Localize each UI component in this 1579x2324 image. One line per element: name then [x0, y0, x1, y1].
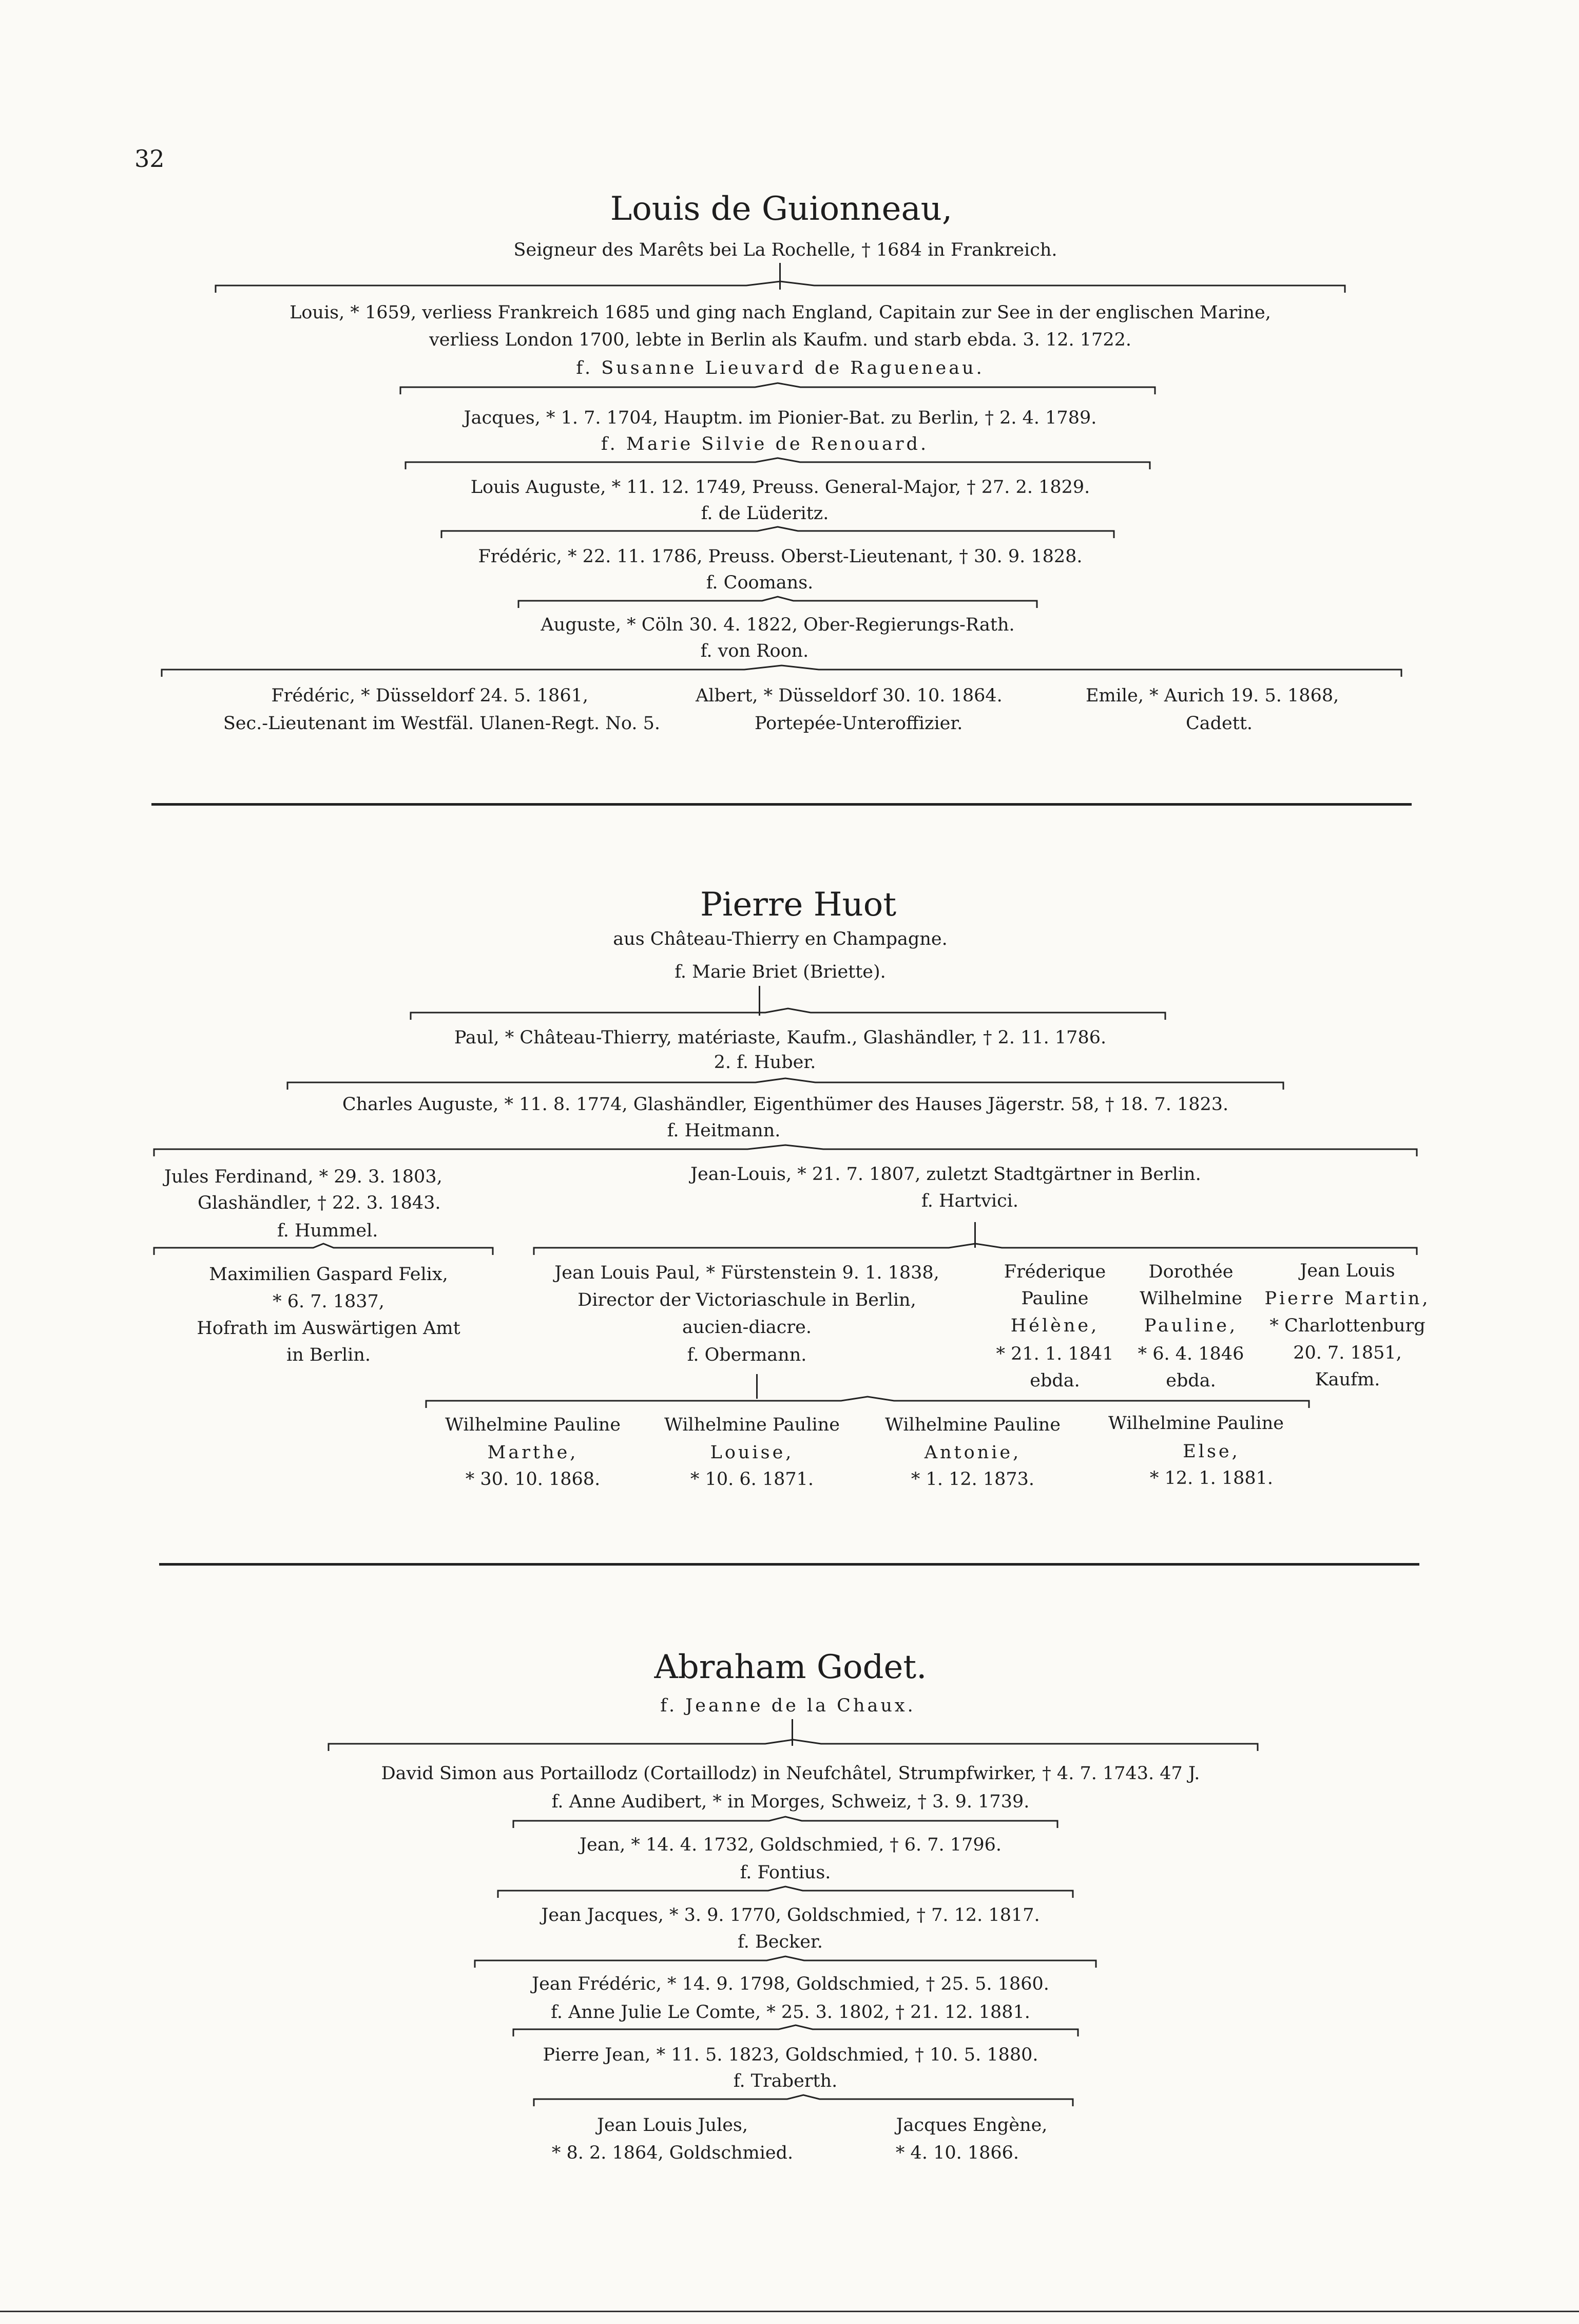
huot-origin: aus Château-Thierry en Champagne. — [613, 929, 948, 949]
child-emile-birth: Emile, * Aurich 19. 5. 1868, — [1086, 685, 1339, 706]
person-frederic: Frédéric, * 22. 11. 1786, Preuss. Oberst-Lieutenant, † 30. 9. 1828. — [478, 546, 1083, 567]
section-divider — [159, 1563, 1419, 1566]
person-dorothee-3: Pauline, — [1144, 1316, 1238, 1336]
child-jean-louis-jules-birth: * 8. 2. 1864, Goldschmied. — [551, 2143, 794, 2163]
generation-brace — [329, 1739, 1258, 1751]
person-frederique: Fréderique — [1004, 1262, 1106, 1282]
huot-spouse: f. Marie Briet (Briette). — [675, 962, 886, 982]
family-title-godet: Abraham Godet. — [654, 1648, 927, 1686]
person-jean-louis-paul-title: aucien-diacre. — [682, 1317, 812, 1338]
generation-brace — [411, 1007, 1165, 1020]
child-albert-rank: Portepée-Unteroffizier. — [755, 713, 963, 734]
child-marthe-name: Wilhelmine Pauline — [445, 1415, 621, 1435]
generation-brace — [534, 1243, 1417, 1255]
person-dorothee-2: Wilhelmine — [1140, 1288, 1242, 1309]
section-divider — [151, 803, 1412, 806]
person-maximilien-birth: * 6. 7. 1837, — [273, 1291, 384, 1312]
person-dorothee-place: ebda. — [1166, 1370, 1216, 1391]
family-title-huot: Pierre Huot — [700, 886, 897, 924]
child-emile-rank: Cadett. — [1186, 713, 1253, 734]
person-charles-auguste: Charles Auguste, * 11. 8. 1774, Glashändler, Eigenthümer des Hauses Jägerstr. 58, † 18. 7. 1823. — [342, 1094, 1229, 1115]
person-dorothee: Dorothée — [1148, 1262, 1234, 1282]
person-dorothee-birth: * 6. 4. 1846 — [1138, 1344, 1244, 1364]
person-maximilien: Maximilien Gaspard Felix, — [209, 1264, 448, 1285]
spouse-jean-frederic: f. Anne Julie Le Comte, * 25. 3. 1802, † 21. 12. 1881. — [551, 2002, 1030, 2023]
child-jean-louis-jules: Jean Louis Jules, — [597, 2115, 748, 2136]
child-antonie: Antonie, — [924, 1442, 1022, 1463]
spouse-jules-ferdinand: f. Hummel. — [277, 1221, 378, 1241]
person-jean-louis-pierre-2: Pierre Martin, — [1264, 1288, 1431, 1309]
child-else-name: Wilhelmine Pauline — [1108, 1413, 1284, 1434]
person-jean-louis-pierre-occupation: Kaufm. — [1315, 1369, 1380, 1390]
person-jules-ferdinand: Jules Ferdinand, * 29. 3. 1803, — [164, 1167, 442, 1187]
person-louis-auguste: Louis Auguste, * 11. 12. 1749, Preuss. General-Major, † 27. 2. 1829. — [470, 477, 1090, 498]
generation-brace — [154, 1243, 493, 1255]
spouse-louis-auguste: f. de Lüderitz. — [701, 503, 829, 524]
person-jacques: Jacques, * 1. 7. 1704, Hauptm. im Pionier-Bat. zu Berlin, † 2. 4. 1789. — [464, 408, 1097, 428]
person-auguste: Auguste, * Cöln 30. 4. 1822, Ober-Regierungs-Rath. — [541, 615, 1015, 635]
person-maximilien-place: in Berlin. — [286, 1345, 371, 1365]
page-number: 32 — [134, 145, 165, 173]
person-frederique-3: Hélène, — [1010, 1316, 1100, 1336]
generation-brace — [426, 1396, 1309, 1408]
generation-brace — [406, 457, 1150, 469]
person-jules-ferdinand-detail: Glashändler, † 22. 3. 1843. — [198, 1193, 441, 1213]
person-frederique-birth: * 21. 1. 1841 — [996, 1344, 1114, 1364]
child-frederic-birth: Frédéric, * Düsseldorf 24. 5. 1861, — [271, 685, 588, 706]
generation-brace — [216, 280, 1345, 293]
person-louis: Louis, * 1659, verliess Frankreich 1685 und ging nach England, Capitain zur See in der englischen Marine, — [290, 302, 1271, 323]
person-jean-louis-pierre-birthplace: * Charlottenburg — [1269, 1316, 1426, 1336]
person-jean-jacques: Jean Jacques, * 3. 9. 1770, Goldschmied, † 7. 12. 1817. — [541, 1905, 1040, 1926]
generation-brace — [287, 1077, 1283, 1090]
child-marthe: Marthe, — [487, 1442, 579, 1463]
person-paul: Paul, * Château-Thierry, matériaste, Kaufm., Glashändler, † 2. 11. 1786. — [454, 1027, 1107, 1048]
person-david-simon: David Simon aus Portaillodz (Cortaillodz) in Neufchâtel, Strumpfwirker, † 4. 7. 1743. 47 J. — [381, 1763, 1200, 1784]
page-bottom-edge — [0, 2311, 1579, 2312]
person-pierre-jean: Pierre Jean, * 11. 5. 1823, Goldschmied, † 10. 5. 1880. — [543, 2045, 1038, 2065]
generation-brace — [441, 526, 1114, 538]
person-jean-louis-pierre: Jean Louis — [1300, 1261, 1395, 1281]
family-title-guionneau: Louis de Guionneau, — [610, 190, 953, 228]
spouse-charles-auguste: f. Heitmann. — [667, 1120, 781, 1141]
child-jacques-engene-birth: * 4. 10. 1866. — [895, 2143, 1019, 2163]
generation-brace — [513, 2024, 1078, 2036]
child-frederic-rank: Sec.-Lieutenant im Westfäl. Ulanen-Regt. No. 5. — [223, 713, 660, 734]
spouse-david-simon: f. Anne Audibert, * in Morges, Schweiz, † 3. 9. 1739. — [551, 1792, 1030, 1812]
child-marthe-birth: * 30. 10. 1868. — [465, 1469, 601, 1490]
person-jean-louis: Jean-Louis, * 21. 7. 1807, zuletzt Stadtgärtner in Berlin. — [690, 1164, 1201, 1185]
child-jacques-engene: Jacques Engène, — [896, 2115, 1048, 2136]
child-albert-birth: Albert, * Düsseldorf 30. 10. 1864. — [696, 685, 1003, 706]
generation-brace — [400, 382, 1155, 394]
child-antonie-name: Wilhelmine Pauline — [885, 1415, 1061, 1435]
generation-brace — [513, 1816, 1057, 1828]
godet-spouse: f. Jeanne de la Chaux. — [660, 1696, 916, 1716]
generation-brace — [475, 1955, 1096, 1968]
child-else-birth: * 12. 1. 1881. — [1149, 1468, 1274, 1489]
generation-brace — [518, 596, 1037, 608]
person-jean-louis-pierre-birth: 20. 7. 1851, — [1293, 1343, 1402, 1363]
spouse-frederic: f. Coomans. — [706, 573, 814, 593]
guionneau-origin: Seigneur des Marêts bei La Rochelle, † 1684 in Frankreich. — [513, 240, 1057, 260]
child-louise: Louise, — [710, 1442, 794, 1463]
person-maximilien-office: Hofrath im Auswärtigen Amt — [197, 1318, 460, 1339]
person-jean: Jean, * 14. 4. 1732, Goldschmied, † 6. 7. 1796. — [579, 1835, 1002, 1855]
spouse-jean-louis-paul: f. Obermann. — [687, 1345, 807, 1365]
person-jean-frederic: Jean Frédéric, * 14. 9. 1798, Goldschmied, † 25. 5. 1860. — [532, 1974, 1049, 1994]
spouse-jean-louis: f. Hartvici. — [921, 1191, 1019, 1211]
spouse-auguste: f. von Roon. — [700, 641, 809, 661]
spouse-jean: f. Fontius. — [740, 1862, 831, 1883]
person-frederique-2: Pauline — [1021, 1288, 1089, 1309]
spouse-jean-jacques: f. Becker. — [738, 1932, 823, 1952]
child-louise-name: Wilhelmine Pauline — [664, 1415, 840, 1435]
spouse-pierre-jean: f. Traberth. — [733, 2071, 838, 2091]
generation-brace — [154, 1144, 1417, 1156]
spouse-jacques: f. Marie Silvie de Renouard. — [601, 434, 929, 454]
person-jean-louis-paul: Jean Louis Paul, * Fürstenstein 9. 1. 1838, — [554, 1263, 939, 1283]
generation-brace — [534, 2094, 1073, 2106]
spouse-paul: 2. f. Huber. — [714, 1052, 816, 1073]
person-frederique-place: ebda. — [1030, 1370, 1080, 1391]
person-jean-louis-paul-office: Director der Victoriaschule in Berlin, — [577, 1290, 916, 1310]
child-antonie-birth: * 1. 12. 1873. — [911, 1469, 1035, 1490]
spouse-louis: f. Susanne Lieuvard de Ragueneau. — [576, 358, 985, 378]
generation-brace — [162, 664, 1401, 677]
child-louise-birth: * 10. 6. 1871. — [690, 1469, 814, 1490]
person-louis-detail: verliess London 1700, lebte in Berlin als Kaufm. und starb ebda. 3. 12. 1722. — [429, 330, 1131, 350]
generation-brace — [498, 1885, 1073, 1898]
tree-stem — [756, 1374, 758, 1399]
child-else: Else, — [1183, 1441, 1240, 1462]
